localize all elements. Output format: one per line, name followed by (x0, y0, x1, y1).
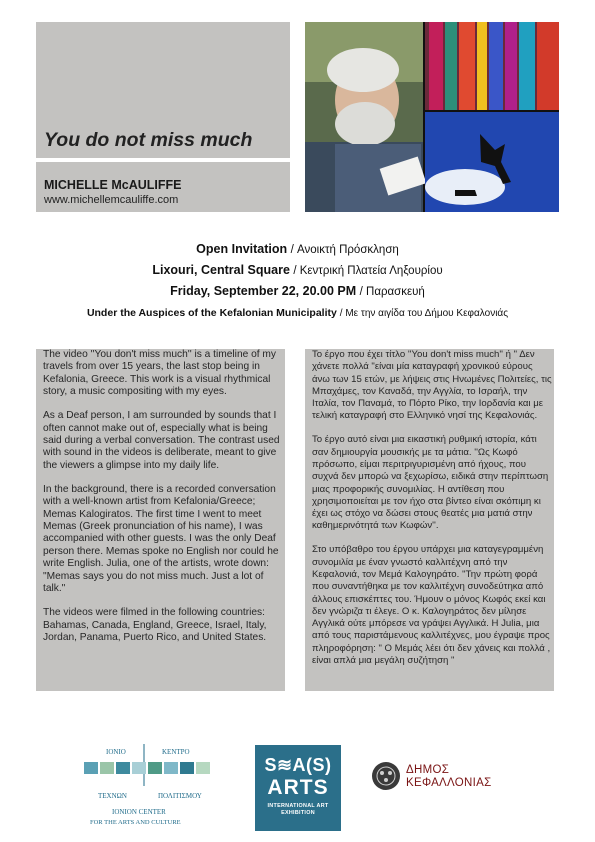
ionio-en-2: FOR THE ARTS AND CULTURE (90, 819, 181, 826)
greek-text-column (305, 349, 554, 691)
date-gr: / Παρασκευή (359, 286, 425, 298)
invitation-line-3 (0, 284, 595, 298)
photo-collage-image (305, 22, 559, 212)
greek-paragraph-1: Το έργο που έχει τίτλο ''You don't miss much'' ή " Δεν χάνετε πολλά "είναι μία καταγραφή χρονικού εύρους άνω των 15 ετών, με λήψεις στις Ηνωμένες Πολιτείες, τις Μπαχάμες, τον Καναδά, την Αγγλία, το Ισραήλ, την Ιταλία, τον Παναμά, το Πόρτο Ρίκο, την Ιορδανία και με τελική καταγραφή στο Ελληνικό νησί της Κεφαλονιάς. (312, 349, 552, 422)
auspices-gr: / Με την αιγίδα του Δήμου Κεφαλονιάς (339, 308, 509, 319)
ionion-center-logo (76, 740, 218, 834)
seas-line-2: ARTS (267, 776, 329, 799)
invitation-label-en: Open Invitation (196, 242, 288, 256)
english-paragraph-1: The video ''You don't miss much'' is a timeline of my travels from over 15 years, the last stop being in Kefalonia, Greece. This work is a visual rhythmical story, a music compositing with my eyes. (43, 349, 277, 398)
ionio-gr-4: ΠΟΛΙΤΙΣΜΟΥ (158, 792, 202, 800)
ionio-gr-1: ΙΟΝΙΟ (106, 748, 126, 756)
english-paragraph-4: The videos were filmed in the following countries: Bahamas, Canada, England, Greece, Israel, Italy, Jordan, Panama, Puerto Rico, and United States. (43, 607, 267, 643)
venue-en: Lixouri, Central Square (152, 263, 290, 277)
ionio-gr-3: ΤΕΧΝΩΝ (98, 792, 127, 800)
municipality-logo (372, 760, 532, 800)
ionio-en-1: IONION CENTER (112, 808, 166, 816)
invitation-line-1 (0, 242, 595, 256)
photo-collage (305, 22, 559, 212)
title-panel (36, 22, 290, 158)
invitation-line-2 (0, 263, 595, 277)
artist-panel (36, 162, 290, 212)
seas-line-1: S≋A(S) (264, 755, 332, 775)
seas-arts-logo (255, 745, 341, 831)
municipality-line-2: ΚΕΦΑΛΛΟΝΙΑΣ (406, 777, 492, 789)
english-paragraph-2: As a Deaf person, I am surrounded by sounds that I often cannot make out of, especially what is being said during a verbal conversation. The contrast used with sound in the videos is deliberate, meant to give the viewers a glimpse into my daily life. (43, 410, 280, 471)
artist-website-link[interactable]: www.michellemcauliffe.com (44, 194, 179, 206)
auspices-en: Under the Auspices of the Kefalonian Municipality (86, 307, 337, 319)
invitation-line-4 (0, 307, 595, 319)
english-paragraph-3: In the background, there is a recorded conversation with a well-known artist from Kefalonia/Greece; Memas Kalogiratos. The first time I went to meet Memas (Greek pronunciation of his name), I was accompanied with other guests. I was the only Deaf person there. Memas spoke no English nor could he write English. Julia, one of the artists, wrote down: "Memas says you do not miss much. Just a lot of talk." (43, 483, 279, 595)
ionion-center-logo-mark (76, 740, 218, 834)
greek-paragraph-2: Το έργο αυτό είναι μια εικαστική ρυθμική ιστορία, κάτι σαν δημιουργία μουσικής με τα μάτια. ''Ως Κωφό πρόσωπο, είμαι περιτριγυρισμένη από ήχους, που συχνά δεν μπορώ να ξεχωρίσω, ειδικά στην περίπτωση μιας προφορικής συνομιλίας. Η αντίθεση που χρησιμοποιείται με τον ήχο στα βίντεο είναι σκόπιμη κι έχει ως στόχο να δώσει στους θεατές μια ματιά στην καθημερινότητά των Κωφών''. (312, 434, 549, 532)
exhibition-title: You do not miss much (44, 129, 253, 151)
ionio-gr-2: ΚΕΝΤΡΟ (162, 748, 190, 756)
date-en: Friday, September 22, 20.00 PM (170, 284, 357, 298)
seas-line-3: INTERNATIONAL ART EXHIBITION (267, 803, 329, 816)
greek-paragraph-3: Στο υπόβαθρο του έργου υπάρχει μια καταγεγραμμένη συνομιλία με έναν γνωστό καλλιτέχνη από την Κεφαλονιά, τον Μεμά Καλογηράτο. ''Την πρώτη φορά που συναντήθηκα με τον καλλιτέχνη συνοδεύτηκα από άλλους επισκέπτες του. Ήμουν ο μόνος Κωφός εκεί και δεν γνώριζα τι έλεγε. Ο κ. Καλογηράτος δεν μίλησε Αγγλικά ούτε μπόρεσε να γράψει Αγγλικά. Η Julia, μια από τους παριστάμενους καλλιτέχνες, μου έγραψε προς πληροφόρηση: " Ο Μεμάς λέει ότι δεν χάνεις και πολλά , είναι απλά μια μεγάλη συζήτηση " (312, 544, 551, 667)
artist-name: MICHELLE McAULIFFE (44, 178, 182, 192)
venue-gr: / Κεντρική Πλατεία Ληξουρίου (293, 265, 443, 277)
municipality-line-1: ΔΗΜΟΣ (406, 764, 450, 776)
invitation-label-gr: / Ανοικτή Πρόσκληση (290, 244, 399, 256)
english-text-column (36, 349, 285, 691)
municipality-seal-icon (372, 762, 400, 790)
